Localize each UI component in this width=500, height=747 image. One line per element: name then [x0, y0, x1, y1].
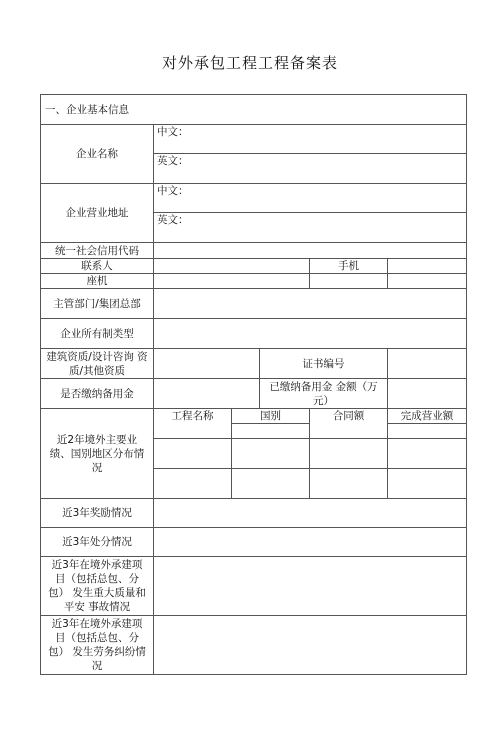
form-title: 对外承包工程工程备案表 [161, 54, 338, 72]
awards-field[interactable] [154, 499, 467, 528]
reserve-amount-label: 已缴纳备用金 金额（万元） [260, 379, 388, 409]
contract-amount-header: 合同额 [310, 409, 388, 439]
department-label: 主管部门/集团总部 [41, 289, 154, 319]
ownership-type-field[interactable] [154, 319, 467, 349]
certificate-number-field[interactable] [388, 349, 467, 379]
qualification-label: 建筑资质/设计咨询 资质/其他资质 [41, 349, 154, 379]
reserve-paid-label: 是否缴纳备用金 [41, 379, 154, 409]
registration-form-table [40, 94, 467, 675]
performance-cell[interactable] [388, 469, 467, 499]
landline-label: 座机 [41, 274, 154, 289]
performance-cell[interactable] [232, 469, 310, 499]
reserve-paid-field[interactable] [154, 379, 260, 409]
business-address-chinese-field[interactable]: 中文： [154, 184, 467, 213]
quality-accidents-label: 近3年在境外承建项 目（包括总包、分包） 发生重大质量和平安 事故情况 [41, 557, 154, 616]
ownership-type-label: 企业所有制类型 [41, 319, 154, 349]
business-address-label: 企业营业地址 [41, 184, 154, 243]
section-heading-basic-info: 一、企业基本信息 [41, 95, 467, 125]
project-name-header: 工程名称 [154, 409, 232, 439]
landline-extra-cell[interactable] [310, 274, 388, 289]
performance-cell[interactable] [310, 439, 388, 469]
landline-extra-cell-2[interactable] [388, 274, 467, 289]
labor-disputes-label: 近3年在境外承建项 目（包括总包、分包） 发生劳务纠纷情况 [41, 616, 154, 675]
performance-cell[interactable] [154, 439, 232, 469]
performance-cell[interactable] [232, 439, 310, 469]
completed-revenue-header: 完成营业额 [388, 409, 467, 424]
labor-disputes-field[interactable] [154, 616, 467, 675]
penalties-label: 近3年处分情况 [41, 528, 154, 557]
performance-label: 近2年境外主要业 绩、国别地区分布情 况 [41, 409, 154, 499]
mobile-label: 手机 [310, 259, 388, 274]
performance-cell[interactable] [154, 469, 232, 499]
business-address-english-field[interactable]: 英文： [154, 213, 467, 243]
quality-accidents-field[interactable] [154, 557, 467, 616]
credit-code-field[interactable] [154, 243, 467, 259]
enterprise-name-chinese-field[interactable]: 中文： [154, 125, 467, 154]
qualification-field[interactable] [154, 349, 260, 379]
contact-person-label: 联系人 [41, 259, 154, 274]
performance-cell[interactable] [232, 424, 310, 439]
contact-person-field[interactable] [154, 259, 310, 274]
certificate-number-label: 证书编号 [260, 349, 388, 379]
enterprise-name-english-field[interactable]: 英文： [154, 154, 467, 184]
reserve-amount-field[interactable] [388, 379, 467, 409]
credit-code-label: 统一社会信用代码 [41, 243, 154, 259]
performance-cell[interactable] [388, 424, 467, 439]
country-header: 国别 [232, 409, 310, 424]
landline-field[interactable] [154, 274, 310, 289]
performance-cell[interactable] [388, 439, 467, 469]
mobile-field[interactable] [388, 259, 467, 274]
awards-label: 近3年奖励情况 [41, 499, 154, 528]
department-field[interactable] [154, 289, 467, 319]
enterprise-name-label: 企业名称 [41, 125, 154, 184]
penalties-field[interactable] [154, 528, 467, 557]
performance-cell[interactable] [310, 469, 388, 499]
